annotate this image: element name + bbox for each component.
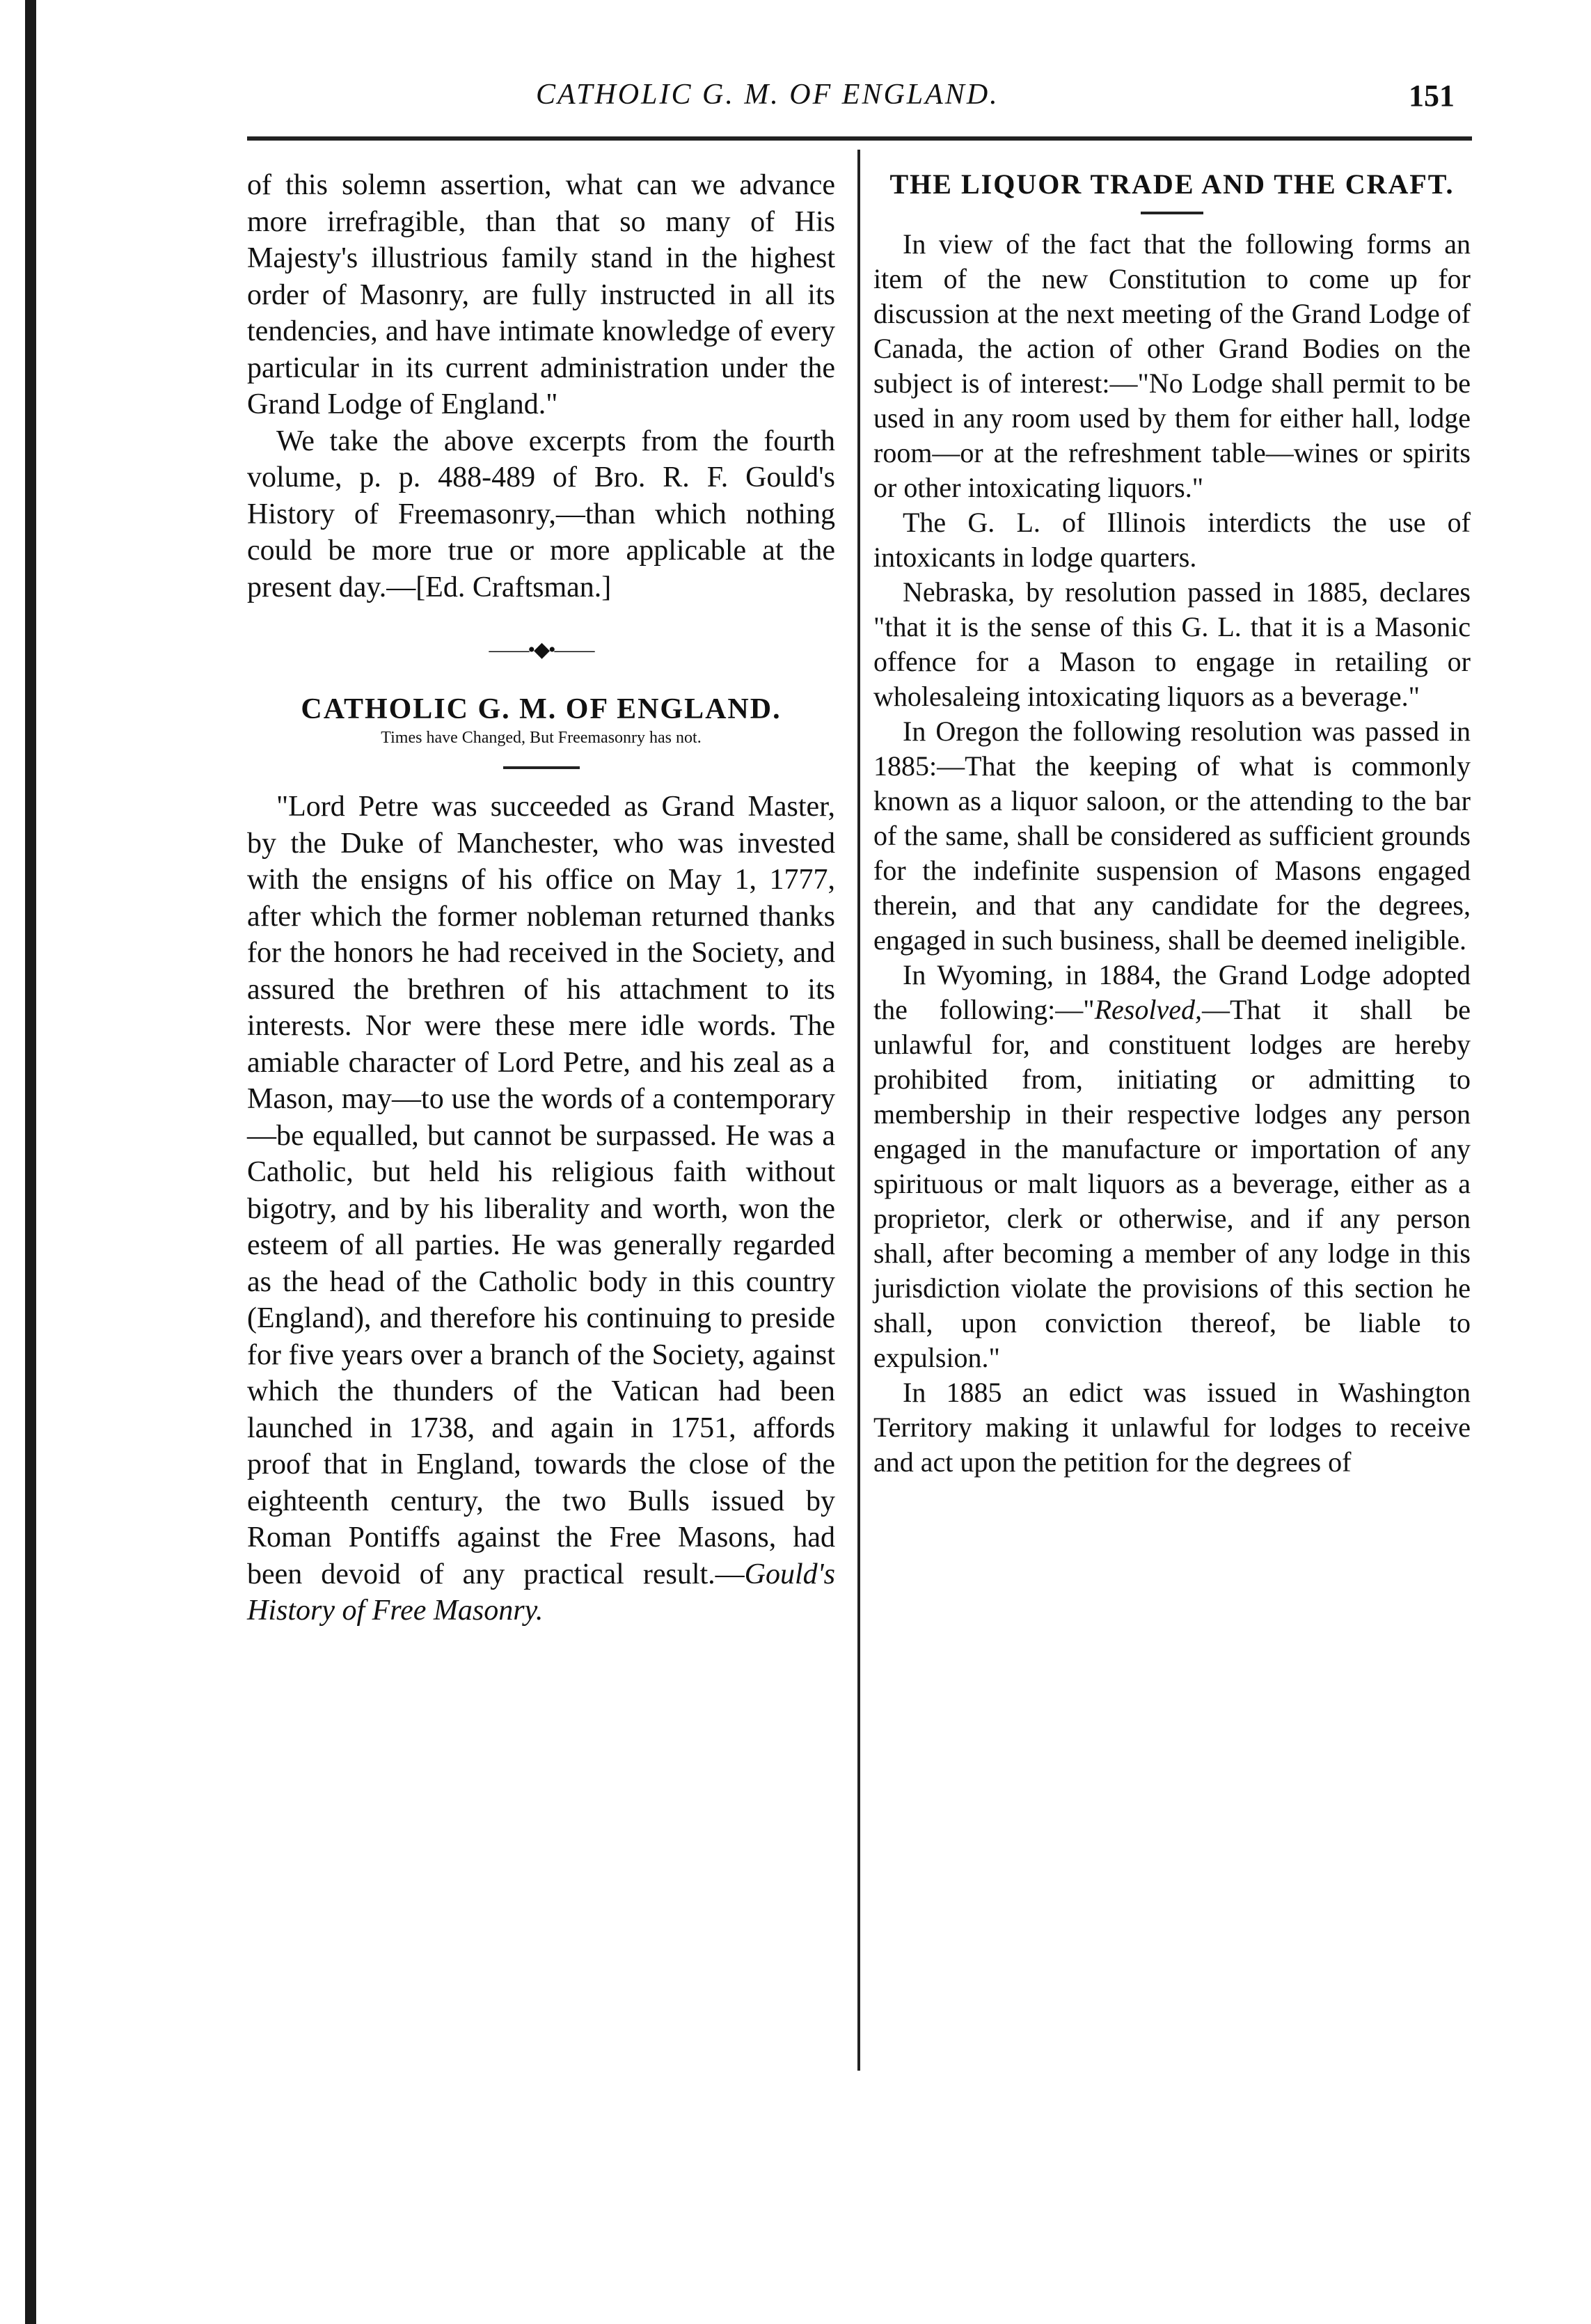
- right-paragraph-nebraska: Nebraska, by resolution passed in 1885, declares "that it is the sense of this G. L. that it is a Masonic offence for a Mason to engage in retailing or wholesaleing intoxicating liquors as a beverage.": [873, 576, 1471, 712]
- lord-petre-text: "Lord Petre was succeeded as Grand Master, by the Duke of Manchester, who was invested with the ensigns of his office on May 1, 1777, after which the former nobleman returned thanks for the honors he had received in the Society, and assured the brethren of his attachment to its interests. Nor were these mere idle words. The amiable character of Lord Petre, and his zeal as a Mason, may—to use the words of a contemporary—be equalled, but cannot be surpassed. He was a Catholic, but held his religious faith without bigotry, and by his liberality and worth, won the esteem of all parties. He was generally regarded as the head of the Catholic body in this country (England), and therefore his continuing to preside for five years over a branch of the Society, against which the thunders of the Vatican had been launched in 1738, and again in 1751, affords proof that in England, towards the close of the eighteenth century, the two Bulls issued by Roman Pontiffs against the Free Masons, had been devoid of any practical result.—: [247, 791, 835, 1590]
- right-paragraph-oregon: In Oregon the following resolution was passed in 1885:—That the keeping of what is commonly known as a liquor saloon, or the attending to the bar of the same, shall be considered as sufficient grounds for the indefinite suspension of Masons engaged therein, and that any candidate for the degrees, engaged in such business, shall be deemed ineligible.: [873, 716, 1471, 956]
- page-gutter-bar: [25, 0, 36, 2324]
- article-subheading: Times have Changed, But Freemasonry has not.: [381, 729, 702, 747]
- page-number: 151: [1409, 79, 1455, 113]
- article-heading-liquor-trade: THE LIQUOR TRADE AND THE CRAFT.: [889, 168, 1455, 200]
- right-paragraph-wyoming: [873, 958, 1471, 1375]
- right-paragraph-illinois: The G. L. of Illinois interdicts the use of intoxicants in lodge quarters.: [873, 507, 1471, 573]
- right-column: [873, 167, 1471, 1480]
- article-heading-catholic-gm: CATHOLIC G. M. OF ENGLAND.: [301, 693, 782, 725]
- left-paragraph-lord-petre: [247, 789, 835, 1629]
- citation-gould: Gould's History of Free Masonry.: [247, 1558, 835, 1627]
- left-column: [247, 167, 835, 1629]
- page-header: [264, 78, 1455, 127]
- running-title: CATHOLIC G. M. OF ENGLAND.: [536, 79, 999, 111]
- column-divider: [857, 150, 860, 2071]
- left-paragraph-editor-note: We take the above excerpts from the fourth volume, p. p. 488-489 of Bro. R. F. Gould's History of Freemasonry,—than which nothing could be more true or more applicable at the present day.—[Ed. Craftsman.]: [247, 425, 835, 603]
- section-ornament: ——•◆•——: [489, 638, 594, 661]
- right-paragraph-intro: In view of the fact that the following forms an item of the new Constitution to come up for discussion at the next meeting of the Grand Lodge of Canada, the action of other Grand Bodies on the subject is of interest:—"No Lodge shall permit to be used in any room used by them for either hall, lodge room—or at the refreshment table—wines or spirits or other intoxicating liquors.": [873, 228, 1471, 503]
- subheading-rule: [503, 766, 580, 769]
- wyoming-rest: —That it shall be unlawful for, and constituent lodges are hereby prohibited from, initiating or admitting to membership in their respective lodges any person engaged in the manufacture or importation of any spirituous or malt liquors as a beverage, either as a proprietor, clerk or otherwise, and if any person shall, after becoming a member of any lodge in this jurisdiction violate the provisions of this section he shall, upon conviction thereof, be liable to expulsion.": [873, 994, 1471, 1373]
- header-rule: [247, 136, 1472, 141]
- heading-rule: [1141, 212, 1203, 214]
- resolved-word: Resolved,: [1094, 994, 1202, 1025]
- left-paragraph-continuation: of this solemn assertion, what can we advance more irrefragible, than that so many of His Majesty's illustrious family stand in the highest order of Masonry, are fully instructed in all its tendencies, and have intimate knowledge of every particular in its current administration under the Grand Lodge of England.": [247, 169, 835, 420]
- right-paragraph-washington: In 1885 an edict was issued in Washington Territory making it unlawful for lodges to receive and act upon the petition for the degrees of: [873, 1377, 1471, 1478]
- wyoming-lead: In Wyoming, in 1884, the Grand Lodge adopted the following:—": [873, 959, 1471, 1025]
